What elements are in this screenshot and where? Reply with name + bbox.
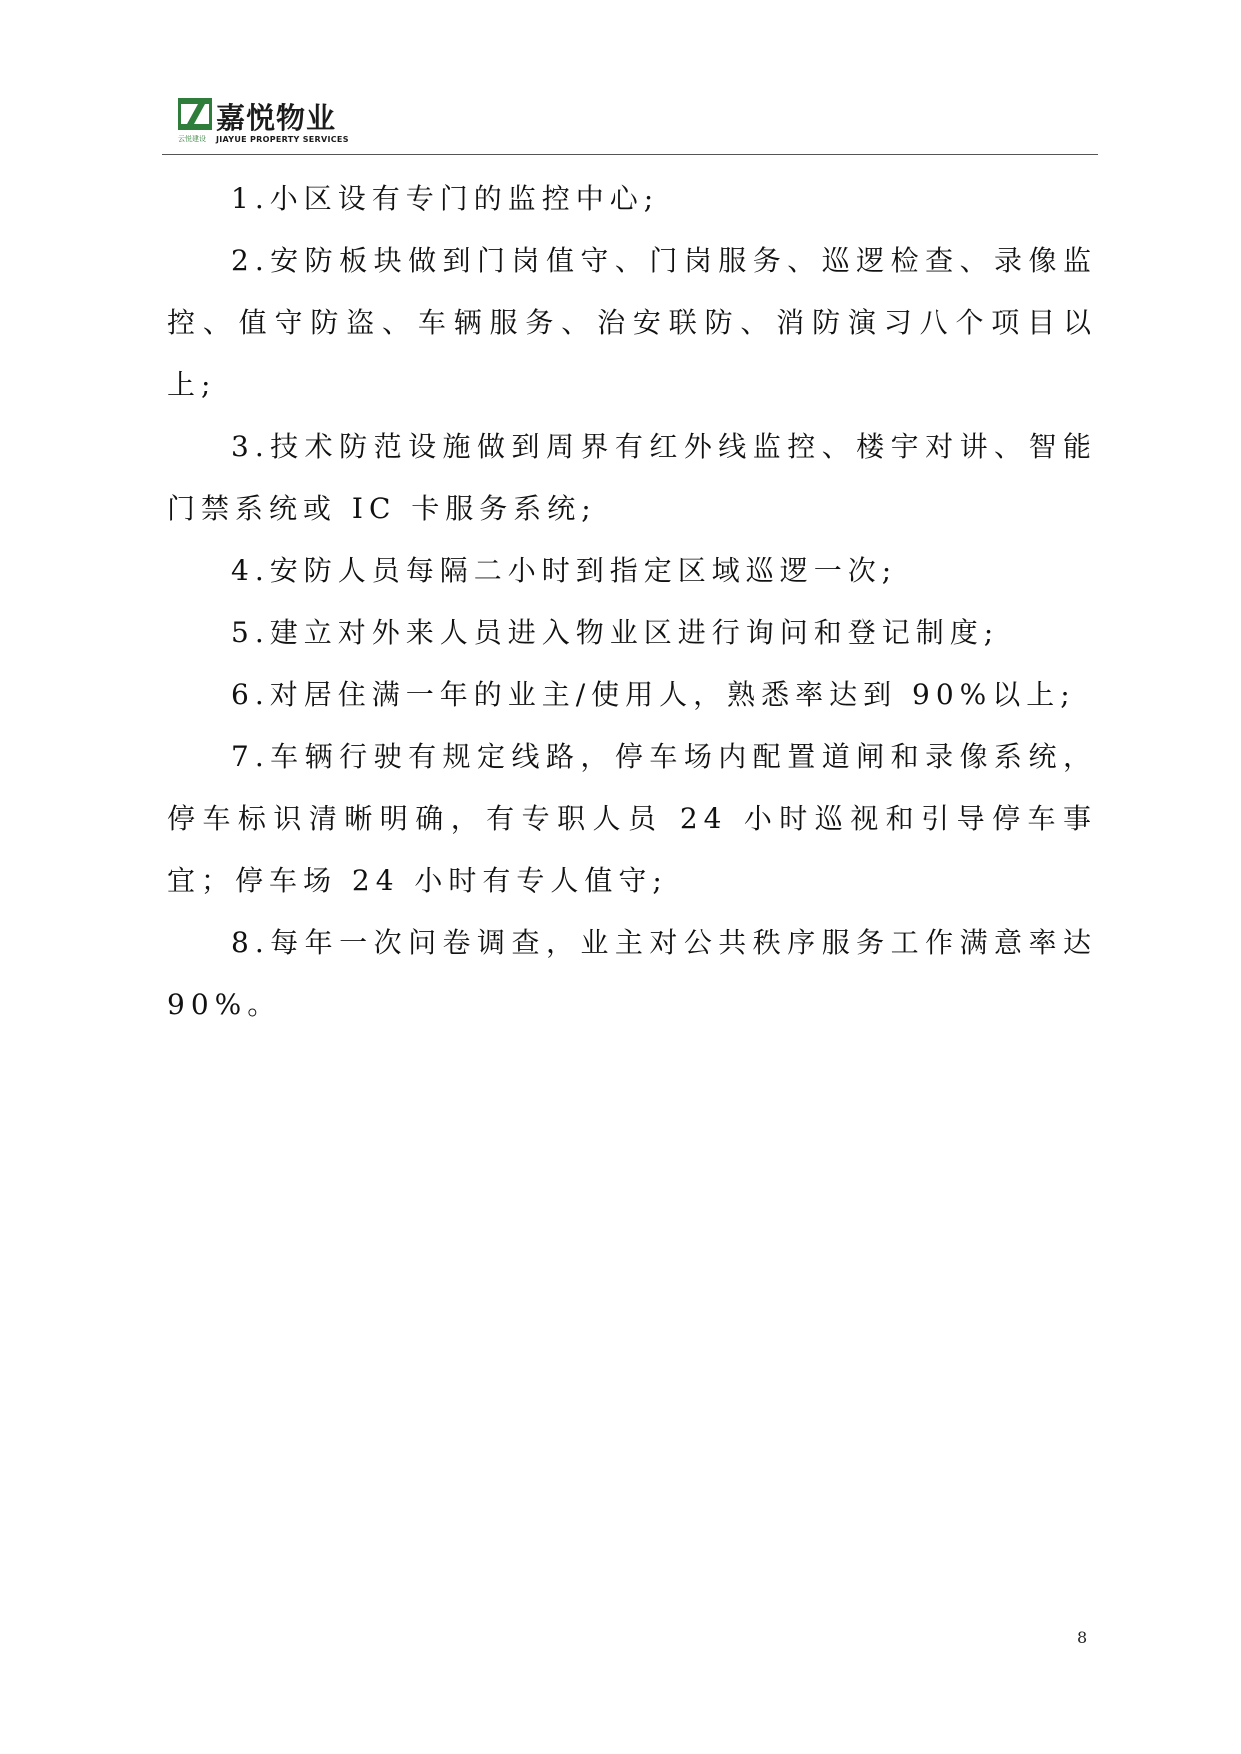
paragraph-item-1: 1.小区设有专门的监控中心;: [231, 182, 660, 215]
logo-subtitle-cn: 云悦建设: [178, 135, 206, 143]
company-name: 嘉悦物业: [216, 101, 337, 135]
document-body: [167, 168, 1097, 1036]
paragraph-item-2: 2.安防板块做到门岗值守、门岗服务、巡逻检查、录像监控、值守防盗、车辆服务、治安联防、消防演习八个项目以上;: [167, 244, 1097, 401]
paragraph-item-7: 7.车辆行驶有规定线路，停车场内配置道闸和录像系统，停车标识清晰明确，有专职人员 24 小时巡视和引导停车事宜；停车场 24 小时有专人值守;: [167, 740, 1097, 897]
header-divider: [162, 154, 1098, 155]
paragraph-item-3: 3.技术防范设施做到周界有红外线监控、楼宇对讲、智能门禁系统或 IC 卡服务系统;: [167, 430, 1097, 525]
page-header: [178, 92, 1098, 154]
company-name-en: JIAYUE PROPERTY SERVICES: [216, 135, 349, 144]
page-number: 8: [1077, 1628, 1088, 1647]
paragraph-item-5: 5.建立对外来人员进入物业区进行询问和登记制度;: [231, 616, 1000, 649]
company-logo-icon: [178, 98, 212, 130]
paragraph-item-4: 4.安防人员每隔二小时到指定区域巡逻一次;: [231, 554, 898, 587]
paragraph-item-8: 8.每年一次问卷调查，业主对公共秩序服务工作满意率达 90%。: [167, 926, 1097, 1021]
paragraph-item-6: 6.对居住满一年的业主/使用人，熟悉率达到 90%以上;: [231, 678, 1076, 711]
